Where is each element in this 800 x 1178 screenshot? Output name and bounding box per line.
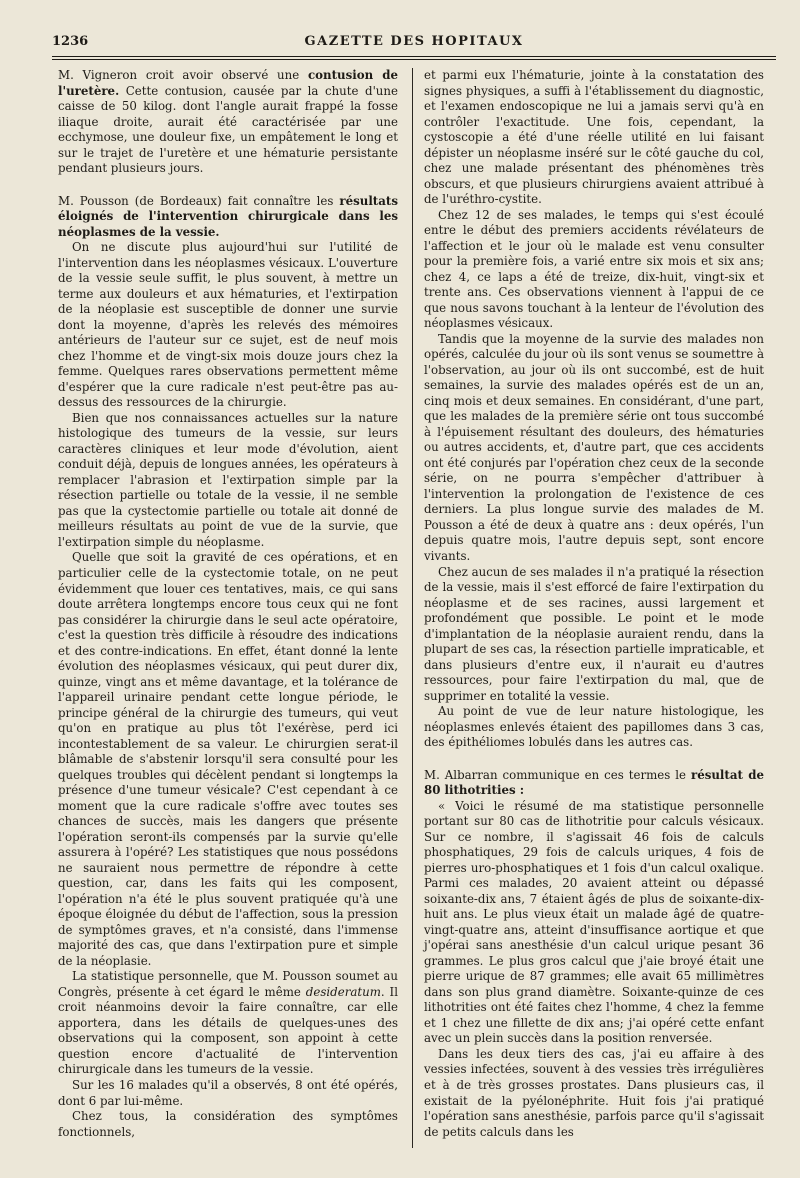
paragraph — [58, 411, 398, 551]
paragraph — [424, 68, 764, 208]
paragraph — [424, 1047, 764, 1140]
paragraph-text: et parmi eux l'hématurie, jointe à la constatation des signes physiques, a suffi à l'établissement du diagnostic, et l'examen endoscopique ne lui a jamais servi qu'à en contrôler l'exactitude. Une fois, cependant, la cystoscopie a été d'une réelle utilité en lui faisant dépister un néoplasme inséré sur le côté gauche du col, chez une malade présentant des phénomènes très obscurs, et que plusieurs chirurgiens avaient attribué à de l'uréthro-cystite. — [424, 68, 764, 207]
paragraph — [58, 194, 398, 241]
bold-heading-text: résultats éloignés de l'intervention chirurgicale dans les néoplasmes de la vessie. — [58, 193, 398, 239]
paragraph — [424, 799, 764, 1047]
paragraph-text: M. Vigneron croit avoir observé une — [58, 68, 308, 82]
paragraph-text: Au point de vue de leur nature histologique, les néoplasmes enlevés étaient des papillomes dans 3 cas, des épithéliomes lobulés dans les autres cas. — [424, 704, 764, 750]
paragraph — [58, 240, 398, 411]
header-rule-double — [52, 59, 776, 60]
paragraph — [424, 768, 764, 799]
paragraph-text: Cette contusion, causée par la chute d'une caisse de 50 kilog. dont l'angle aurait frappé la fosse iliaque droite, aurait été caractérisée par une ecchymose, une douleur fixe, un empâtement le long et sur le trajet de l'uretère et une hématurie persistante pendant plusieurs jours. — [58, 83, 398, 176]
left-column — [58, 68, 398, 1140]
page-header — [52, 34, 776, 52]
paragraph-text: La statistique personnelle, que M. Pousson soumet au Congrès, présente à cet égard le même — [58, 969, 398, 999]
paragraph-text: M. Pousson (de Bordeaux) fait connaître les — [58, 193, 340, 208]
bold-heading-text: contusion de l'uretère. — [58, 68, 398, 98]
paragraph — [424, 565, 764, 705]
right-column — [424, 68, 764, 1140]
bold-heading-text: résultat de 80 lithotrities : — [424, 767, 765, 798]
paragraph-text: « Voici le résumé de ma statistique personnelle portant sur 80 cas de lithotritie pour calculs vésicaux. Sur ce nombre, il s'agissait 46 fois de calculs phosphatiques, 29 fois de calculs uriques, 4 fois de pierres uro-phosphatiques et 1 fois d'un calcul oxalique. Parmi ces malades, 20 avaient atteint ou dépassé soixante-dix ans, 7 étaient âgés de plus de soixante-dix-huit ans. Le plus vieux était un malade âgé de quatre-vingt-quatre ans, atteint d'insuffisance aortique et que j'opérai sans anesthésie d'un calcul urique pesant 36 grammes. Le plus gros calcul que j'aie broyé était une pierre urique de 87 grammes; elle avait 65 millimètres dans son plus grand diamètre. Soixante-quinze de ces lithotrities ont été faites chez l'homme, 4 chez la femme et 1 chez une fillette de dix ans; j'ai opéré cette enfant avec un plein succès dans la position renversée. — [424, 798, 764, 1046]
paragraph-text: Tandis que la moyenne de la survie des malades non opérés, calculée du jour où ils sont venus se soumettre à l'observation, au jour où ils ont succombé, est de huit semaines, la survie des malades opérés est de un an, cinq mois et deux semaines. En considérant, d'une part, que les malades de la première série ont tous succombé à l'épuisement résultant des douleurs, des hématuries ou autres accidents, et, d'autre part, que ces accidents ont été conjurés par l'opération chez ceux de la seconde série, on ne pourra s'empêcher d'attribuer à l'intervention la prolongation de l'existence de ces derniers. La plus longue survie des malades de M. Pousson a été de deux à quatre ans : deux opérés, l'un depuis quatre mois, l'autre depuis sept, sont encore vivants. — [424, 331, 764, 563]
paragraph-text: . Il croit néanmoins devoir la faire connaître, car elle apportera, dans les détails de quelques-unes des observations qui la composent, son appoint à cette question encore d'actualité de l'intervention chirurgicale dans les tumeurs de la vessie. — [58, 984, 398, 1077]
paragraph — [58, 969, 398, 1078]
paragraph — [58, 550, 398, 969]
paragraph-text: On ne discute plus aujourd'hui sur l'utilité de l'intervention dans les néoplasmes vésicaux. L'ouverture de la vessie seule suffit, le plus souvent, à mettre un terme aux douleurs et aux hématuries, et l'extirpation de la néoplasie est susceptible de donner une survie dont la moyenne, d'après les relevés des mémoires antérieurs de l'auteur sur ce sujet, est de neuf mois chez l'homme et de vingt-six mois douze jours chez la femme. Quelques rares observations permettent même d'espérer que la cure radicale n'est peut-être pas au-dessus des ressources de la chirurgie. — [58, 240, 398, 410]
header-rule — [52, 56, 776, 57]
paragraph — [58, 1078, 398, 1109]
column-divider — [412, 68, 413, 1148]
italic-text: desideratum — [305, 984, 381, 999]
paragraph — [58, 68, 398, 177]
paragraph-text: Dans les deux tiers des cas, j'ai eu affaire à des vessies infectées, souvent à des vessies très irrégulières et à de très grosses prostates. Dans plusieurs cas, il existait de la pyélonéphrite. Huit fois j'ai pratiqué l'opération sans anesthésie, parfois parce qu'il s'agissait de petits calculs dans les — [424, 1046, 764, 1139]
paragraph-text: Chez 12 de ses malades, le temps qui s'est écoulé entre le début des premiers accidents révélateurs de l'affection et le jour où le malade est venu consulter pour la première fois, a varié entre six mois et six ans; chez 4, ce laps a été de treize, dix-huit, vingt-six et trente ans. Ces observations viennent à l'appui de ce que nous savons touchant à la lenteur de l'évolution des néoplasmes vésicaux. — [424, 207, 764, 331]
paragraph-text: Quelle que soit la gravité de ces opérations, et en particulier celle de la cystectomie totale, on ne peut évidemment que louer ces tentatives, mais, ce qui sans doute arrêtera longtemps encore tous ceux qui ne font pas considérer la chirurgie dans le seul acte opératoire, c'est la question très difficile à résoudre des indications et des contre-indications. En effet, étant donné la lente évolution des néoplasmes vésicaux, qui peut durer dix, quinze, vingt ans et même davantage, et la tolérance de l'appareil urinaire pendant cette longue période, le principe général de la chirurgie des tumeurs, qui veut qu'on en pratique au plus tôt l'exérèse, perd ici incontestablement de sa valeur. Le chirurgien serat-il blâmable de s'abstenir lorsqu'il sera consulté pour les quelques troubles qui décèlent pendant si longtemps la présence d'une tumeur vésicale? C'est cependant à ce moment que la cure radicale s'offre avec toutes ses chances de succès, mais les dangers que présente l'opération seront-ils compensés par la survie qu'elle assurera à l'opéré? Les statistiques que nous possédons ne sauraient nous permettre de répondre à cette question, car, dans les faits qui les composent, l'opération n'a été le plus souvent pratiquée qu'à une époque éloignée du début de l'affection, sous la pression de symptômes graves, et n'a consisté, dans l'immense majorité des cas, que dans l'extirpation pure et simple de la néoplasie. — [58, 550, 398, 968]
paragraph-text: Bien que nos connaissances actuelles sur la nature histologique des tumeurs de la vessie, sur leurs caractères cliniques et leur mode d'évolution, aient conduit déjà, depuis de longues années, les opérateurs à remplacer l'abrasion et l'extirpation simple par la résection partielle ou totale de la vessie, il ne semble pas que la cystectomie partielle ou totale ait donné de meilleurs résultats au point de vue de la survie, que l'extirpation simple du néoplasme. — [58, 410, 398, 549]
paragraph-text: M. Albarran communique en ces termes le — [424, 767, 691, 782]
paragraph-text: Chez tous, la considération des symptômes fonctionnels, — [58, 1109, 398, 1139]
page-number: 1236 — [52, 34, 89, 49]
paragraph — [424, 208, 764, 332]
paragraph-text: Chez aucun de ses malades il n'a pratiqué la résection de la vessie, mais il s'est efforcé de faire l'extirpation du néoplasme et de ses racines, aussi largement et profondément que possible. Le point et le mode d'implantation de la néoplasie auraient rendu, dans la plupart de ses cas, la résection partielle impraticable, et dans plusieurs d'entre eux, il n'aurait eu d'autres ressources, pour faire l'extirpation du mal, que de supprimer en totalité la vessie. — [424, 564, 764, 703]
paragraph — [424, 332, 764, 565]
paragraph-text: Sur les 16 malades qu'il a observés, 8 ont été opérés, dont 6 par lui-même. — [58, 1078, 398, 1108]
journal-title: GAZETTE DES HOPITAUX — [304, 34, 524, 49]
paragraph — [58, 1109, 398, 1140]
paragraph — [424, 704, 764, 751]
